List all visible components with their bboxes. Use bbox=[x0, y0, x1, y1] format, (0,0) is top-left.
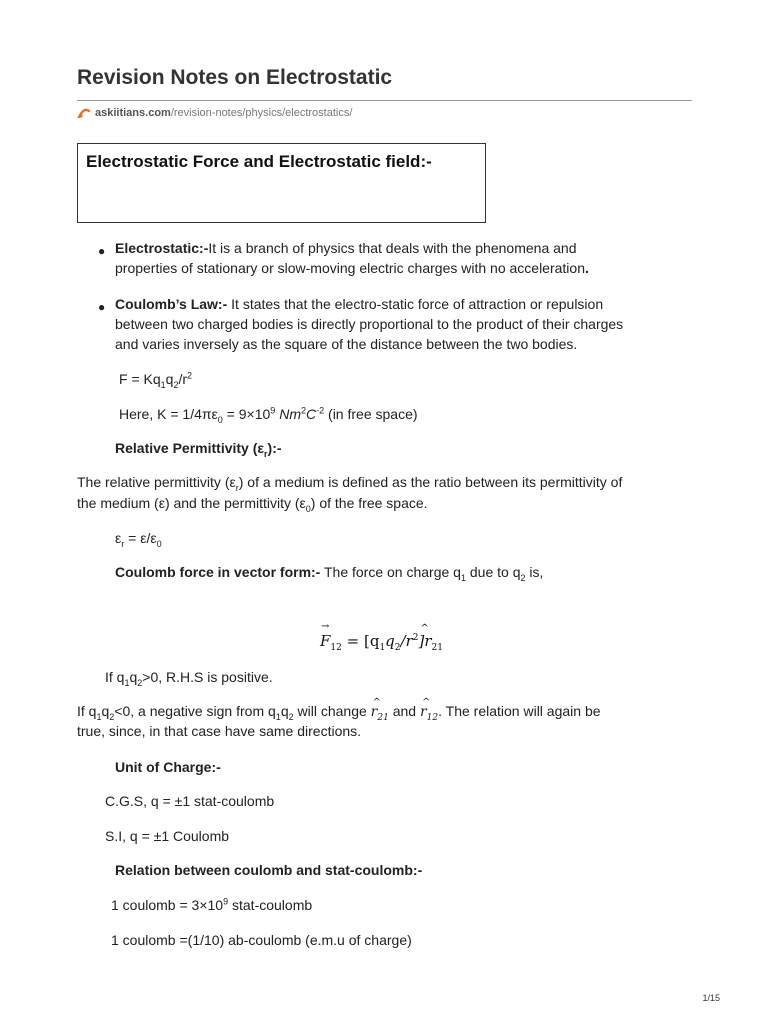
eq-sub: r bbox=[121, 538, 125, 549]
formula-part: F = Kq bbox=[119, 371, 161, 387]
para-part: The relative permittivity (ε bbox=[77, 474, 236, 490]
relation-sup: 9 bbox=[223, 896, 229, 907]
bullet-electrostatic-line1 bbox=[115, 238, 576, 258]
askiitians-logo-icon bbox=[77, 106, 91, 120]
vector-sub: 1 bbox=[460, 572, 466, 583]
bullet-coulomb-line2: between two charged bodies is directly proportional to the product of their charges bbox=[115, 316, 624, 332]
vector-force-equation bbox=[320, 632, 443, 653]
r21-unit-vector: ^ r bbox=[371, 702, 378, 722]
formula-sup: 2 bbox=[300, 405, 306, 416]
source-path: /revision-notes/physics/electrostatics/ bbox=[170, 107, 353, 119]
formula-sup: -2 bbox=[316, 405, 325, 416]
bullet-electrostatic-line2 bbox=[115, 258, 589, 278]
para-part: the medium (ε) and the permittivity (ε bbox=[77, 495, 306, 511]
eq-sub: 12 bbox=[330, 643, 342, 653]
para-sub: 0 bbox=[305, 503, 311, 514]
bullet-text: properties of stationary or slow-moving electric charges with no acceleration bbox=[115, 260, 585, 276]
bullet-text: It states that the electro-static force of attraction or repulsion bbox=[227, 296, 604, 312]
para-part: ) of the free space. bbox=[310, 495, 428, 511]
formula-sup: 2 bbox=[187, 370, 193, 381]
eq-part: ^ ]r bbox=[418, 632, 431, 650]
unit-of-charge-heading: Unit of Charge:- bbox=[115, 759, 221, 775]
cond-part: q bbox=[129, 669, 138, 685]
eq-sub: 21 bbox=[431, 643, 443, 653]
formula-force bbox=[119, 369, 192, 389]
page-number: 1/15 bbox=[702, 993, 720, 1003]
vector-form-heading: Coulomb force in vector form:- bbox=[115, 564, 321, 580]
relation-part: stat-coulomb bbox=[228, 897, 313, 913]
heading-part: Relative Permittivity (ε bbox=[115, 440, 265, 456]
bullet-coulomb-line1 bbox=[115, 294, 603, 314]
eq-part: ε bbox=[115, 530, 122, 546]
para-sub: r bbox=[235, 482, 239, 493]
source-domain: askiitians.com bbox=[95, 107, 171, 119]
cond-sub: 2 bbox=[109, 711, 115, 722]
cond-part: If q bbox=[105, 669, 125, 685]
cond-part: <0, a negative sign from q bbox=[114, 703, 276, 719]
section-box bbox=[77, 143, 486, 223]
formula-sub: 1 bbox=[160, 379, 166, 390]
relative-permittivity-line2 bbox=[77, 493, 428, 513]
cond-sub: 21 bbox=[377, 712, 389, 723]
bullet-dot: ● bbox=[98, 300, 106, 314]
title-rule bbox=[77, 100, 692, 101]
bullet-period: . bbox=[585, 260, 589, 276]
cond-part: q bbox=[280, 703, 289, 719]
cond-part: . The relation will again be bbox=[438, 703, 601, 719]
eq-part: /r bbox=[400, 632, 413, 650]
section-title: Electrostatic Force and Electrostatic field:- bbox=[86, 152, 432, 171]
eq-part: q bbox=[385, 632, 395, 650]
heading-sub: r bbox=[264, 448, 268, 459]
term-electrostatic: Electrostatic:- bbox=[115, 240, 209, 256]
cond-part: >0, R.H.S is positive. bbox=[142, 669, 273, 685]
cond-part: q bbox=[101, 703, 110, 719]
formula-part: q bbox=[165, 371, 174, 387]
vector-f: → F bbox=[320, 632, 330, 650]
condition-negative-line1 bbox=[77, 701, 601, 722]
unit-si: S.I, q = ±1 Coulomb bbox=[105, 828, 230, 844]
formula-sub: 2 bbox=[173, 379, 179, 390]
vector-desc: is, bbox=[525, 564, 544, 580]
relation-line1 bbox=[111, 895, 312, 915]
cond-sub: 1 bbox=[275, 711, 281, 722]
formula-part: (in free space) bbox=[324, 406, 418, 422]
cond-sub: 12 bbox=[426, 712, 439, 723]
cond-sub: 2 bbox=[288, 711, 294, 722]
formula-part: = 9×10 bbox=[222, 406, 271, 422]
cond-sub: 2 bbox=[137, 677, 143, 688]
page-title: Revision Notes on Electrostatic bbox=[77, 66, 393, 89]
formula-unit: C bbox=[306, 406, 317, 422]
source-link[interactable] bbox=[77, 106, 352, 120]
relation-line2: 1 coulomb =(1/10) ab-coulomb (e.m.u of charge) bbox=[111, 932, 412, 948]
formula-k bbox=[119, 404, 418, 424]
formula-sub: 0 bbox=[217, 414, 223, 425]
formula-part: /r bbox=[178, 371, 188, 387]
bullet-text: It is a branch of physics that deals with the phenomena and bbox=[208, 240, 577, 256]
eq-part: = ε/ε bbox=[124, 530, 157, 546]
condition-negative-line2: true, since, in that case have same directions. bbox=[77, 723, 362, 739]
relative-permittivity-line1 bbox=[77, 472, 622, 492]
formula-unit: Nm bbox=[275, 406, 301, 422]
relative-permittivity-heading bbox=[115, 438, 282, 458]
eq-sub: 2 bbox=[394, 643, 401, 653]
relative-permittivity-equation bbox=[115, 528, 162, 548]
vector-desc: due to q bbox=[465, 564, 521, 580]
formula-part: Here, K = 1/4πε bbox=[119, 406, 218, 422]
bullet-coulomb-line3: and varies inversely as the square of the distance between the two bodies. bbox=[115, 336, 578, 352]
relation-part: 1 coulomb = 3×10 bbox=[111, 897, 224, 913]
para-part: ) of a medium is defined as the ratio between its permittivity of bbox=[238, 474, 623, 490]
condition-positive bbox=[105, 667, 273, 687]
eq-sup: 2 bbox=[412, 633, 419, 643]
formula-sup: 9 bbox=[270, 405, 276, 416]
term-coulomb-law: Coulomb’s Law:- bbox=[115, 296, 228, 312]
unit-cgs: C.G.S, q = ±1 stat-coulomb bbox=[105, 793, 275, 809]
eq-sub: 0 bbox=[156, 538, 162, 549]
cond-part: will change bbox=[293, 703, 371, 719]
cond-part: and bbox=[388, 703, 420, 719]
bullet-dot: ● bbox=[98, 244, 106, 258]
vector-sub: 2 bbox=[520, 572, 526, 583]
cond-sub: 1 bbox=[96, 711, 102, 722]
eq-part: = [q bbox=[341, 632, 380, 650]
vector-desc: The force on charge q bbox=[320, 564, 461, 580]
cond-sub: 1 bbox=[124, 677, 130, 688]
vector-form-line bbox=[115, 562, 543, 582]
cond-part: If q bbox=[77, 703, 97, 719]
r12-unit-vector: ^ r bbox=[420, 702, 427, 722]
heading-part: ):- bbox=[267, 440, 282, 456]
eq-sub: 1 bbox=[379, 643, 386, 653]
relation-heading: Relation between coulomb and stat-coulomb:- bbox=[115, 862, 423, 878]
